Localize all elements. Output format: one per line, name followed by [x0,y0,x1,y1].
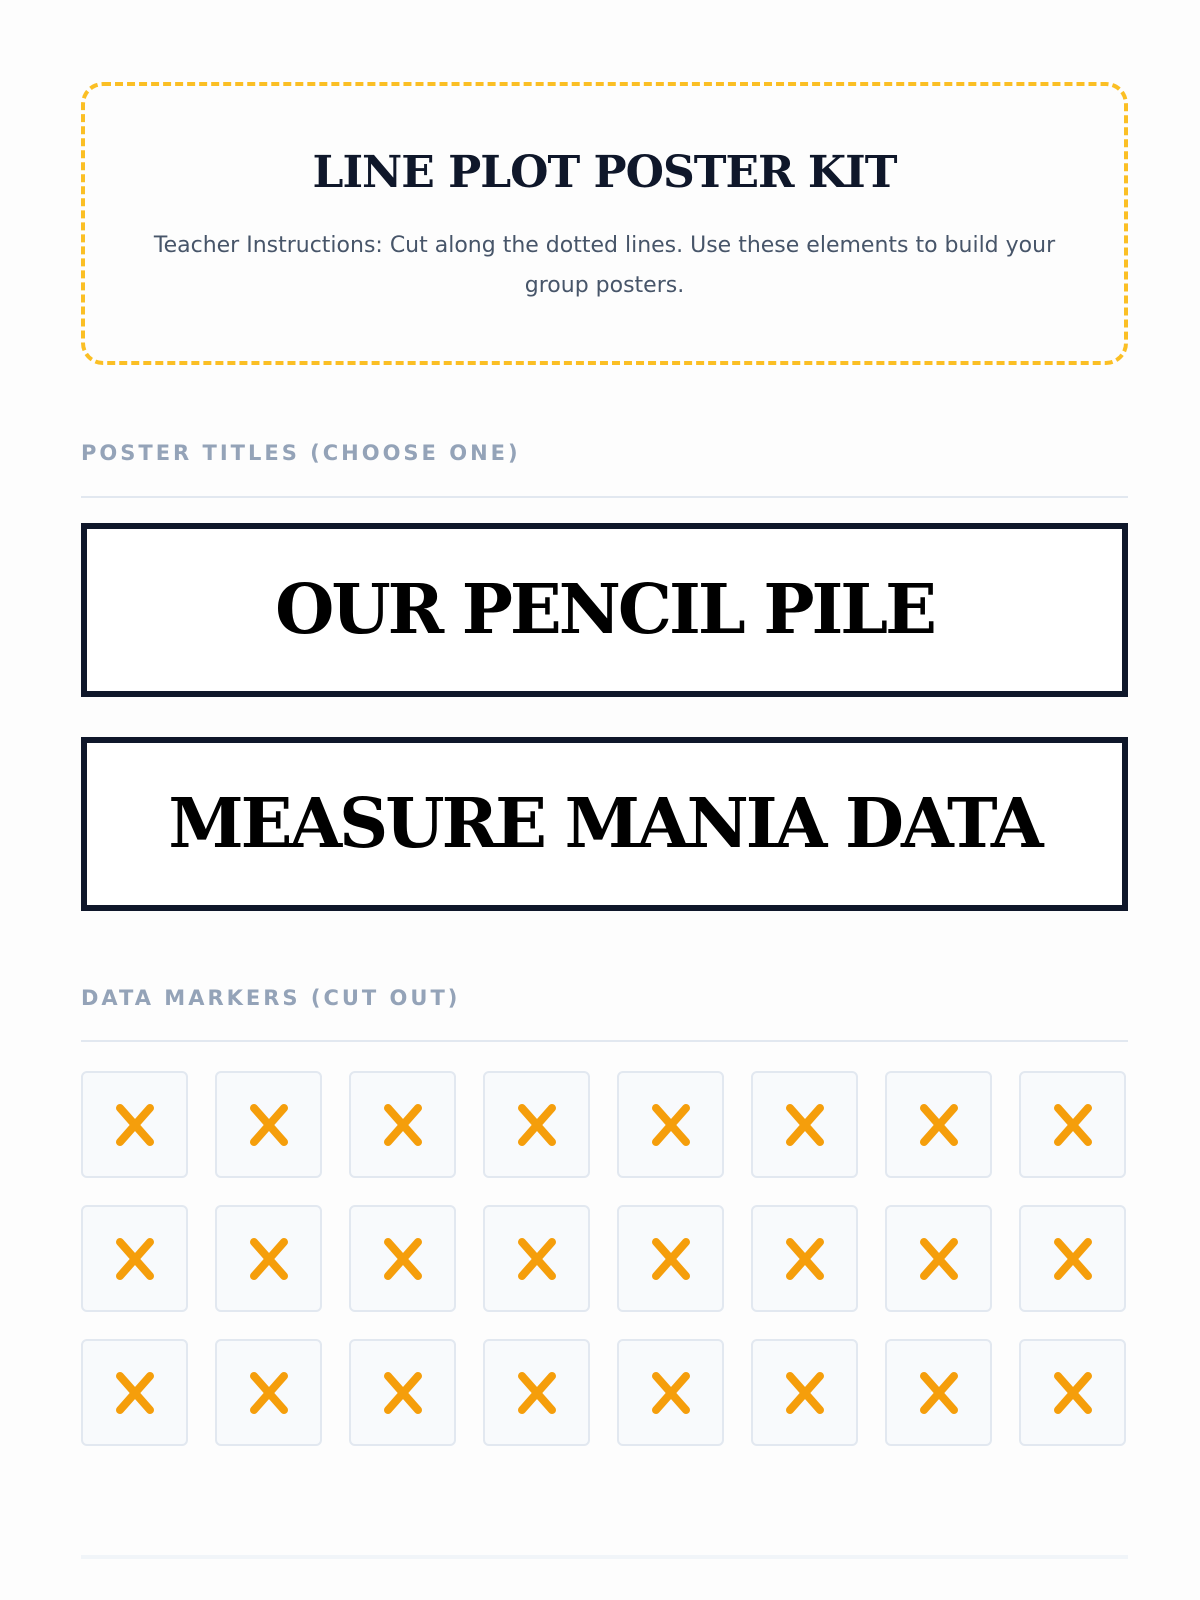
x-mark-icon [517,1103,557,1147]
x-mark-icon [115,1371,155,1415]
x-mark-icon [651,1103,691,1147]
data-marker-tile [81,1339,188,1446]
teacher-instructions: Teacher Instructions: Cut along the dotted lines. Use these elements to build your group posters. [153,233,1056,298]
x-mark-icon [115,1103,155,1147]
data-marker-tile [215,1339,322,1446]
data-marker-tile [885,1339,992,1446]
x-mark-icon [249,1237,289,1281]
data-marker-tile [483,1071,590,1178]
data-marker-tile [215,1205,322,1312]
x-mark-icon [249,1103,289,1147]
x-mark-icon [651,1371,691,1415]
x-mark-icon [919,1103,959,1147]
data-marker-tile [751,1339,858,1446]
data-marker-tile [617,1339,724,1446]
x-mark-icon [1053,1103,1093,1147]
x-mark-icon [919,1237,959,1281]
data-marker-tile [885,1205,992,1312]
data-marker-tile [215,1071,322,1178]
x-mark-icon [383,1371,423,1415]
section-divider [81,496,1128,498]
data-marker-tile [751,1071,858,1178]
data-marker-tile [751,1205,858,1312]
data-marker-tile [1019,1071,1126,1178]
x-mark-icon [517,1237,557,1281]
x-mark-icon [1053,1371,1093,1415]
data-marker-grid [81,1071,1128,1446]
x-mark-icon [785,1371,825,1415]
poster-title-card [81,523,1128,697]
data-marker-tile [1019,1205,1126,1312]
section-divider [81,1040,1128,1042]
x-mark-icon [249,1371,289,1415]
data-marker-tile [349,1071,456,1178]
x-mark-icon [1053,1237,1093,1281]
data-marker-tile [81,1071,188,1178]
x-mark-icon [115,1237,155,1281]
data-marker-tile [483,1205,590,1312]
kit-header-cutout [81,82,1128,365]
data-marker-tile [81,1205,188,1312]
poster-titles-section-label: POSTER TITLES (CHOOSE ONE) [81,441,521,465]
data-marker-tile [483,1339,590,1446]
x-mark-icon [517,1371,557,1415]
x-mark-icon [785,1103,825,1147]
x-mark-icon [785,1237,825,1281]
poster-title-card [81,737,1128,911]
data-marker-tile [349,1205,456,1312]
data-marker-tile [617,1205,724,1312]
data-marker-tile [885,1071,992,1178]
poster-title-text: MEASURE MANIA DATA [168,784,1041,864]
x-mark-icon [383,1103,423,1147]
data-marker-tile [1019,1339,1126,1446]
footer-divider [81,1555,1128,1559]
data-marker-tile [617,1071,724,1178]
x-mark-icon [383,1237,423,1281]
poster-title-text: OUR PENCIL PILE [275,570,934,650]
kit-title: LINE PLOT POSTER KIT [312,147,897,198]
x-mark-icon [651,1237,691,1281]
data-marker-tile [349,1339,456,1446]
x-mark-icon [919,1371,959,1415]
data-markers-section-label: DATA MARKERS (CUT OUT) [81,986,461,1010]
